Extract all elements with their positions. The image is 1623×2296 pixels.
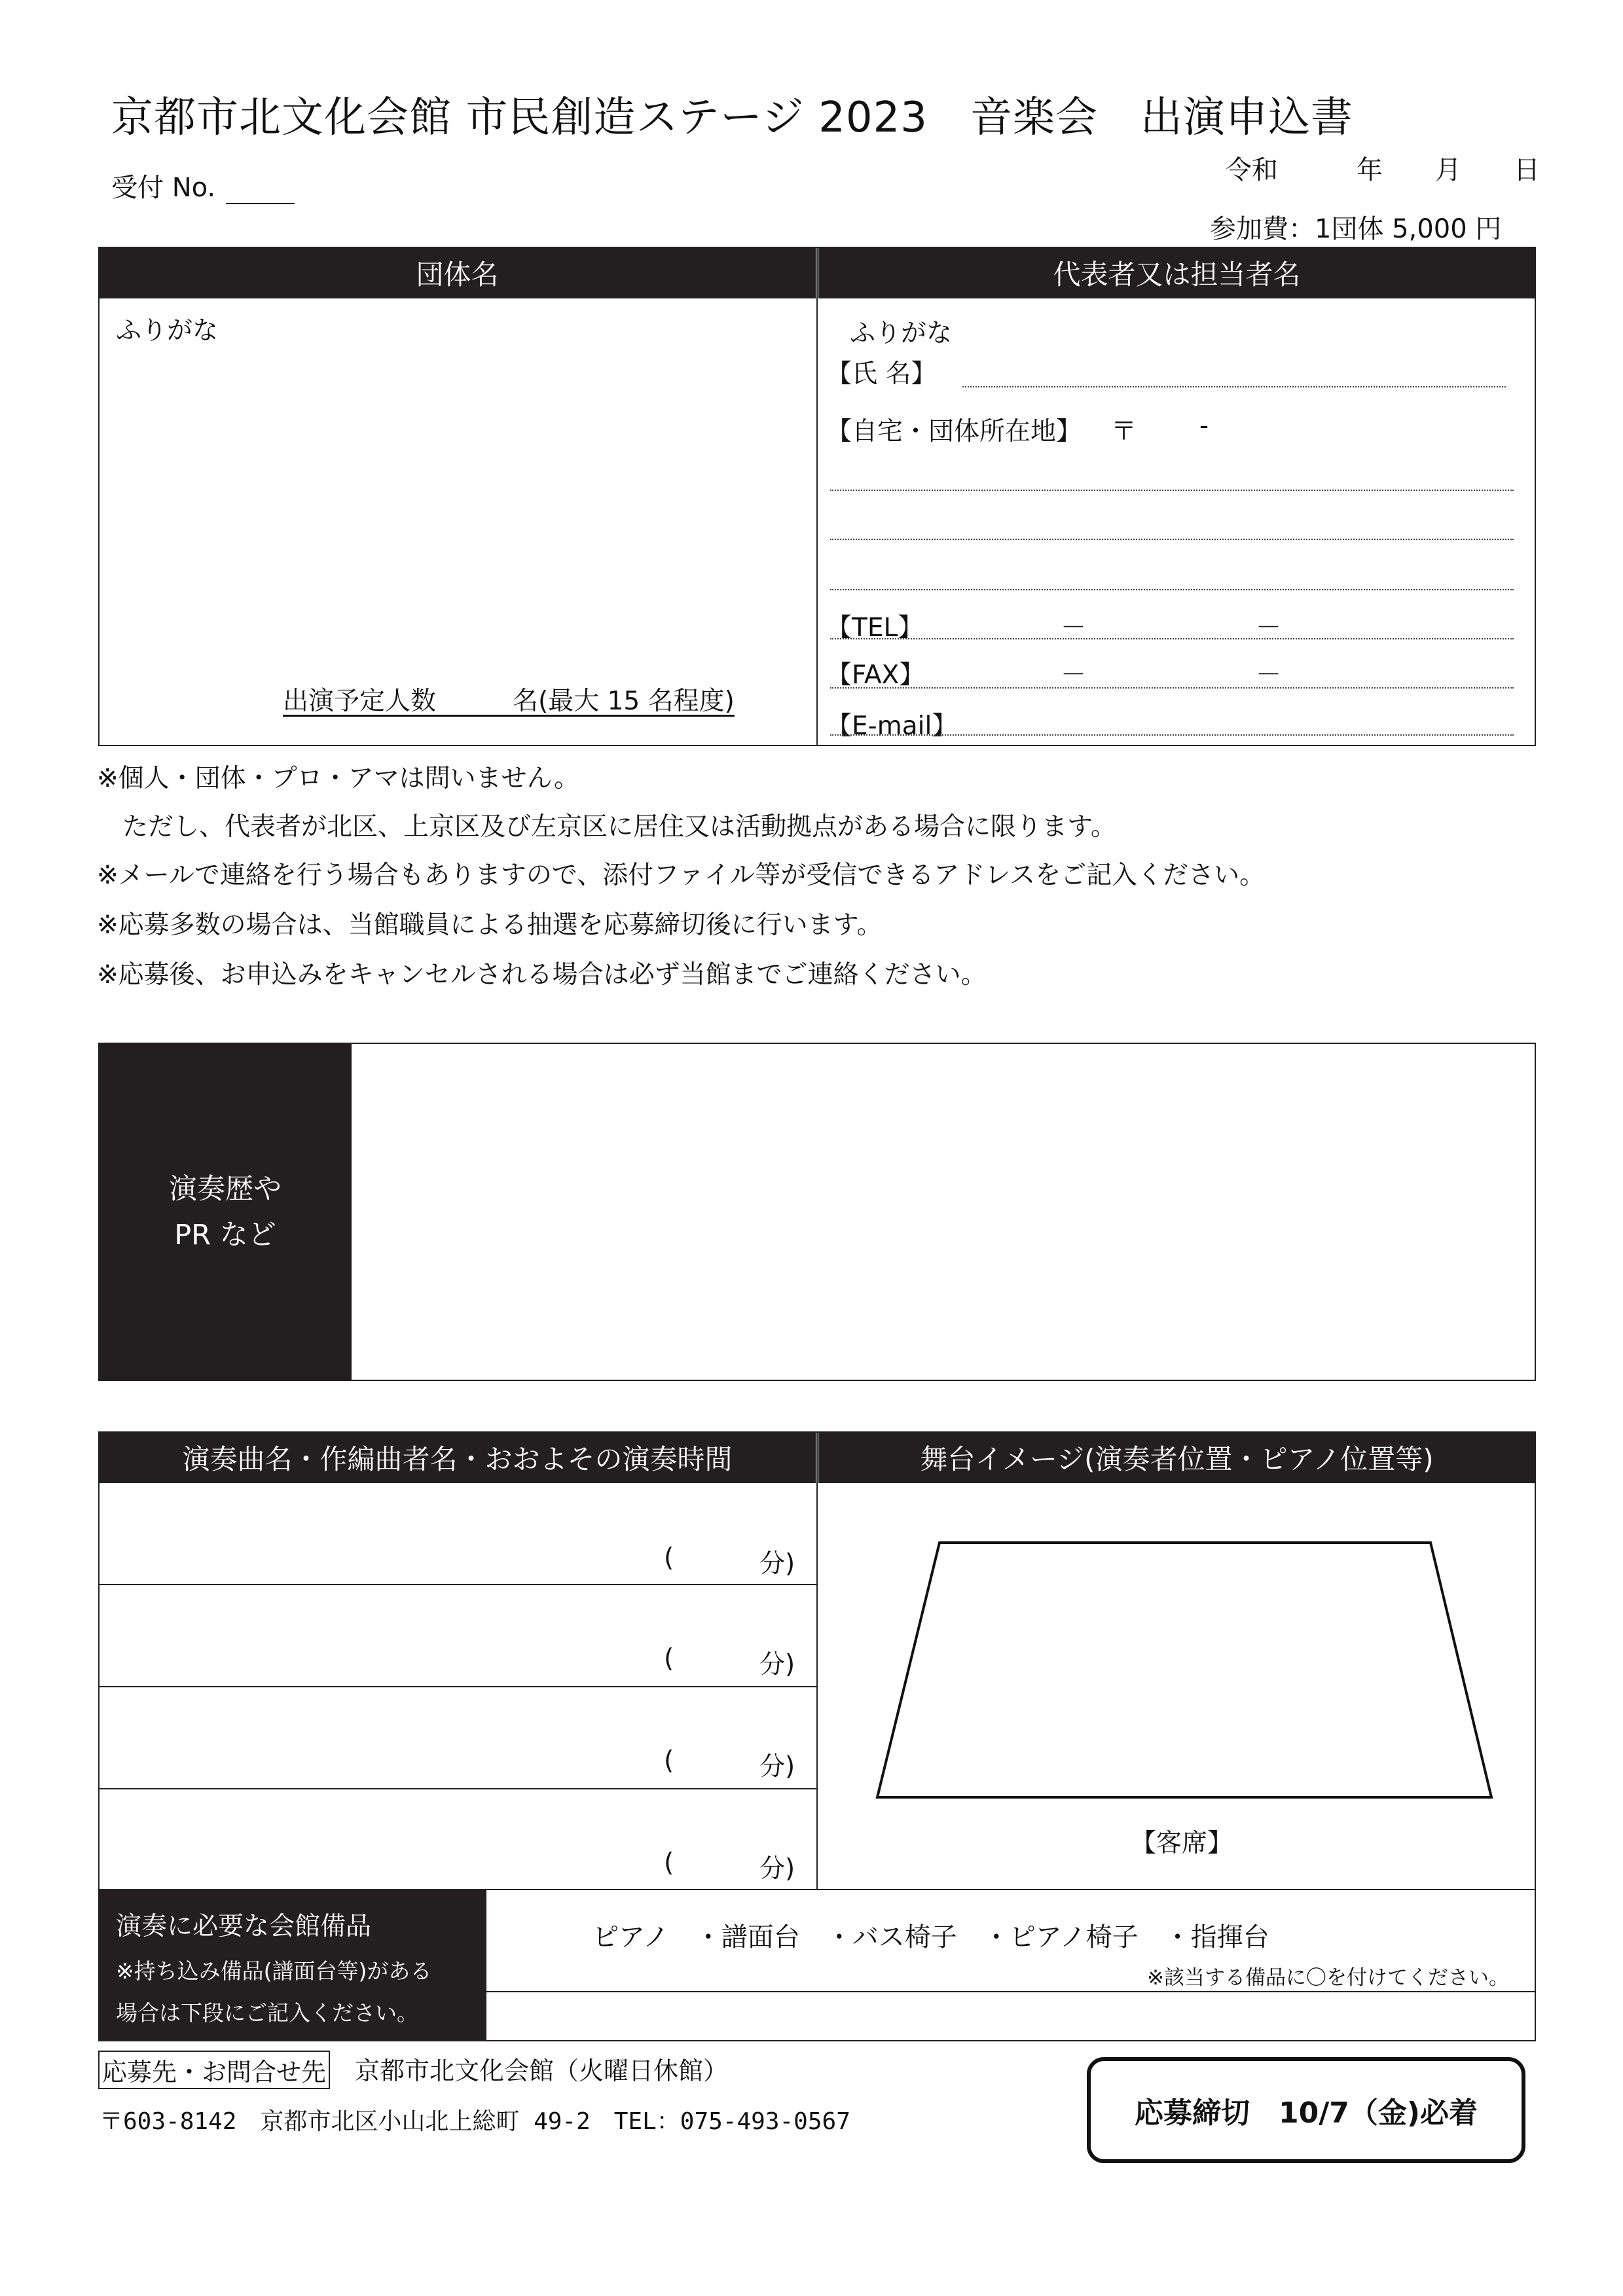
minutes-open: ( (664, 1543, 674, 1573)
song-row[interactable] (105, 1486, 812, 1581)
equipment-label-cell (99, 1890, 486, 2040)
equipment-divider (486, 1991, 1535, 1992)
minutes-close: 分) (759, 1854, 795, 1884)
rep-name-label: 【氏 名】 (826, 359, 937, 389)
note-line: ただし、代表者が北区、上京区及び左京区に居住又は活動拠点がある場合に限ります。 (97, 812, 1116, 842)
song-row[interactable] (105, 1791, 812, 1886)
song-row-divider (99, 1686, 816, 1687)
song-row[interactable] (105, 1587, 812, 1682)
minutes-open: ( (664, 1848, 674, 1878)
reception-blank[interactable] (226, 181, 295, 204)
deadline-box: 応募締切 10/7（金)必着 (1087, 2057, 1525, 2163)
rep-furigana: ふりがな (850, 319, 953, 348)
form-title: 京都市北文化会館 市民創造ステージ 2023 音楽会 出演申込書 (111, 94, 1353, 142)
contact-label: 応募先・お問合せ先 (98, 2051, 330, 2089)
era-label: 令和 (1226, 155, 1278, 185)
tel-label: 【TEL】 (826, 613, 924, 643)
rep-name-field[interactable] (962, 386, 1506, 387)
reception-label: 受付 No. (111, 173, 216, 203)
song-row-divider (99, 1788, 816, 1789)
note-line: ※応募多数の場合は、当館職員による抽選を応募締切後に行います。 (97, 910, 883, 940)
email-field[interactable] (830, 734, 1514, 736)
pr-label-line1: 演奏歴や (169, 1172, 282, 1206)
songs-header: 演奏曲名・作編曲者名・おおよその演奏時間 (99, 1432, 816, 1483)
fax-field[interactable] (830, 687, 1514, 689)
minutes-open: ( (664, 1644, 674, 1674)
tel-dash-2: － (1256, 613, 1282, 643)
fax-label: 【FAX】 (826, 660, 925, 690)
day-unit: 日 (1514, 155, 1540, 185)
address-line-2[interactable] (830, 539, 1514, 540)
performer-count[interactable]: 出演予定人数 名(最大 15 名程度) (283, 687, 735, 716)
tel-dash-1: － (1061, 613, 1087, 643)
group-name-header: 団体名 (99, 247, 816, 298)
pr-label-cell (99, 1043, 352, 1380)
application-date (1226, 149, 1540, 187)
fax-dash-2: － (1256, 660, 1282, 690)
equipment-sub2: 場合は下段にご記入ください。 (116, 2000, 418, 2026)
stage-outline (877, 1543, 1491, 1797)
note-line: ※メールで連絡を行う場合もありますので、添付ファイル等が受信できるアドレスをご記入ください。 (97, 861, 1266, 890)
venue-address: 〒603-8142 京都市北区小山北上総町 49-2 TEL：075-493-0567 (100, 2108, 850, 2135)
month-unit: 月 (1435, 155, 1461, 185)
equipment-label: 演奏に必要な会館備品 (116, 1912, 372, 1941)
equipment-bring-field[interactable] (491, 1994, 1532, 2038)
song-row-divider (99, 1584, 816, 1585)
equipment-hint: ※該当する備品に〇を付けてください。 (1147, 1966, 1509, 1990)
address-line-3[interactable] (830, 589, 1514, 590)
stage-diagram[interactable] (818, 1486, 1532, 1813)
tel-field[interactable] (830, 638, 1514, 639)
applicant-divider (816, 247, 818, 746)
address-label: 【自宅・団体所在地】 (826, 417, 1082, 446)
year-unit: 年 (1357, 155, 1383, 185)
address-line-1[interactable] (830, 490, 1514, 491)
minutes-close: 分) (759, 1752, 795, 1782)
participation-fee: 参加費：1団体 5,000 円 (1210, 214, 1502, 244)
group-furigana: ふりがな (116, 316, 219, 346)
postal-dash: - (1199, 411, 1209, 440)
postal-mark: 〒 (1111, 417, 1137, 446)
representative-header: 代表者又は担当者名 (818, 247, 1535, 298)
song-row[interactable] (105, 1689, 812, 1784)
audience-label: 【客席】 (1131, 1829, 1233, 1858)
fax-dash-1: － (1061, 660, 1087, 690)
pr-label-line2: PR など (174, 1218, 276, 1251)
equipment-options[interactable]: ピアノ ・譜面台 ・バス椅子 ・ピアノ椅子 ・指揮台 (593, 1922, 1269, 1952)
equipment-sub1: ※持ち込み備品(譜面台等)がある (116, 1958, 432, 1984)
stage-header: 舞台イメージ(演奏者位置・ピアノ位置等) (818, 1432, 1535, 1483)
note-line: ※個人・団体・プロ・アマは問いません。 (97, 764, 580, 793)
group-name-field[interactable] (111, 347, 799, 661)
minutes-open: ( (664, 1746, 674, 1776)
pr-field[interactable] (354, 1045, 1532, 1378)
venue-name: 京都市北文化会館（火曜日休館） (355, 2056, 729, 2085)
email-label: 【E-mail】 (826, 711, 958, 741)
program-divider (816, 1432, 818, 1890)
minutes-close: 分) (759, 1549, 795, 1579)
note-line: ※応募後、お申込みをキャンセルされる場合は必ず当館までご連絡ください。 (97, 960, 987, 990)
minutes-close: 分) (759, 1650, 795, 1679)
reception-number (111, 167, 295, 204)
